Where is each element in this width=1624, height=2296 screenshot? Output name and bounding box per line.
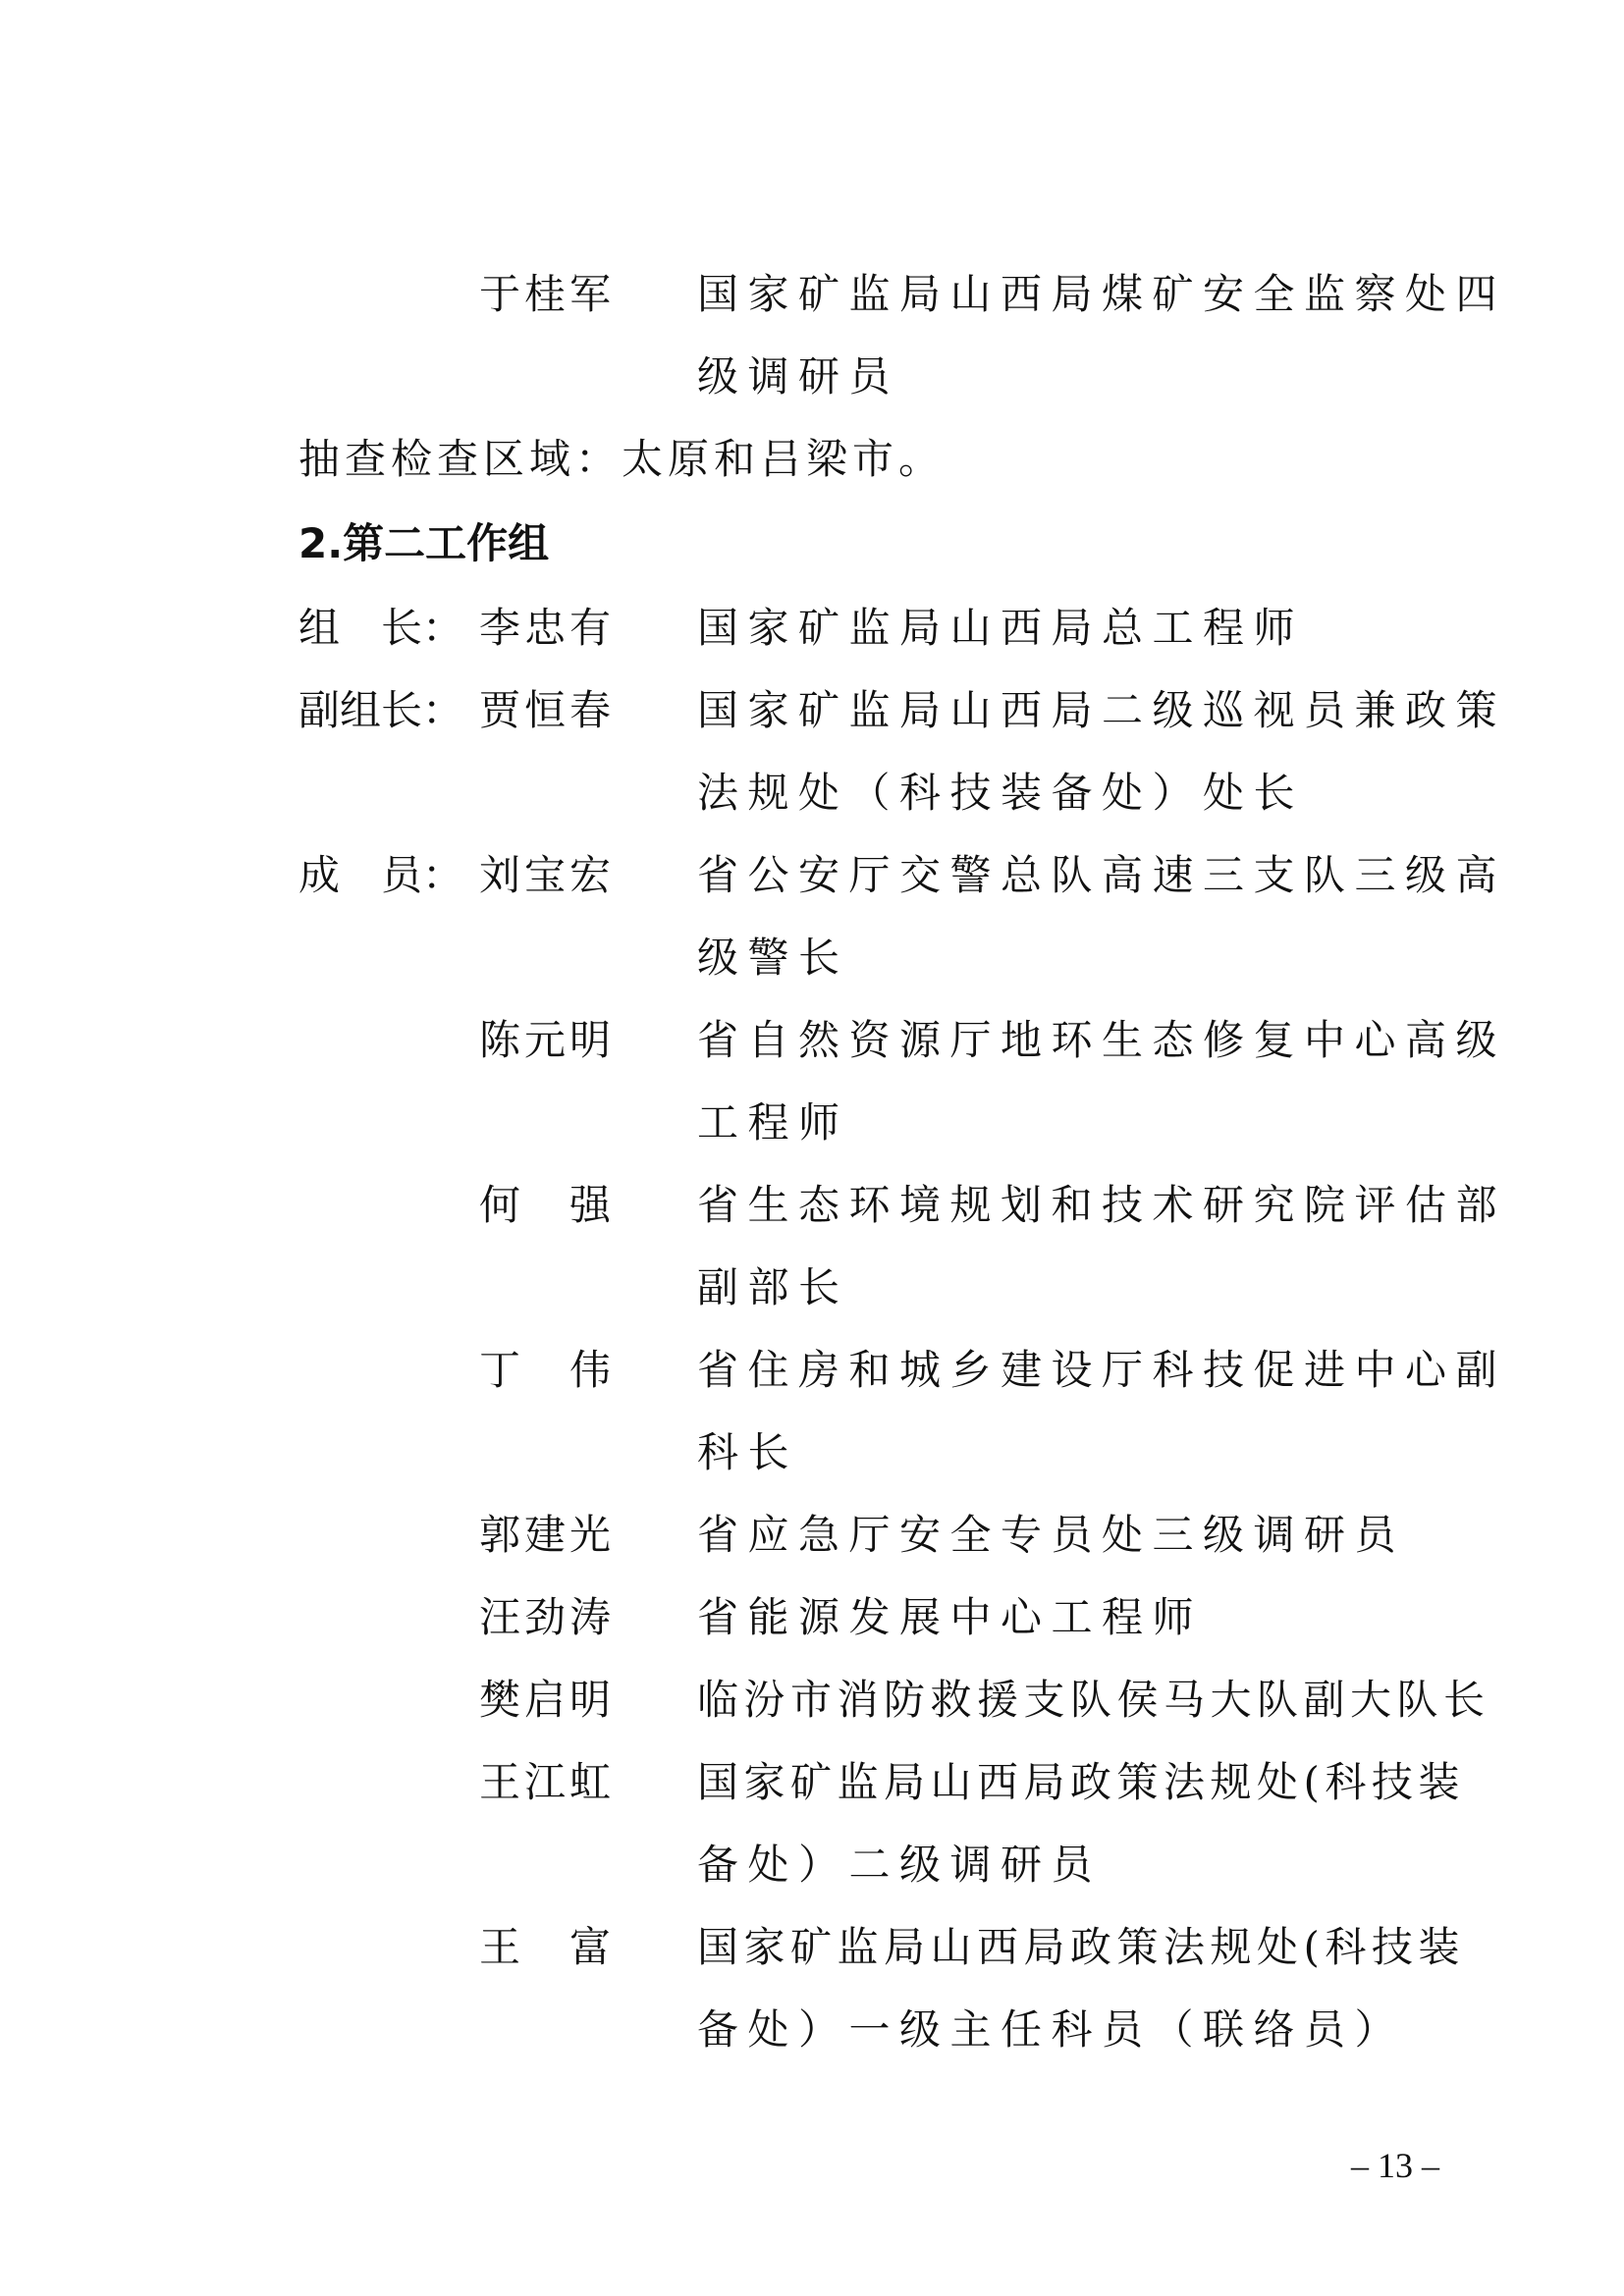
member-unit-line: 国家矿监局山西局二级巡视员兼政策: [697, 686, 1507, 734]
member-name: 刘宝宏: [479, 851, 616, 899]
member-unit-line: 级警长: [697, 934, 849, 982]
member-name: 何 强: [479, 1181, 616, 1229]
member-role: 组 长：: [298, 604, 464, 652]
member-name: 李忠有: [479, 604, 616, 652]
member-unit-line: 国家矿监局山西局政策法规处(科技装: [697, 1758, 1465, 1806]
member-unit-line: 国家矿监局山西局总工程师: [697, 604, 1305, 652]
member-unit-line: 备处）二级调研员: [697, 1841, 1103, 1889]
member-unit-line: 省应急厅安全专员处三级调研员: [697, 1511, 1406, 1559]
member-name: 王 富: [479, 1923, 616, 1971]
member-name: 汪劲涛: [479, 1593, 616, 1641]
member-unit-line: 国家矿监局山西局煤矿安全监察处四: [697, 270, 1507, 318]
member-name: 郭建光: [479, 1511, 616, 1559]
member-unit-line: 省生态环境规划和技术研究院评估部: [697, 1181, 1507, 1229]
member-unit-line: 备处）一级主任科员（联络员）: [697, 2005, 1406, 2054]
member-name: 樊启明: [479, 1676, 616, 1724]
member-unit-line: 级调研员: [697, 352, 900, 400]
member-role: 成 员：: [298, 851, 464, 899]
member-unit-line: 临汾市消防救援支队侯马大队副大队长: [697, 1676, 1490, 1724]
member-name: 于桂军: [479, 270, 616, 318]
section-heading: 2.第二工作组: [298, 519, 550, 567]
member-unit-line: 副部长: [697, 1263, 849, 1311]
member-unit-line: 工程师: [697, 1098, 849, 1147]
member-unit-line: 国家矿监局山西局政策法规处(科技装: [697, 1923, 1465, 1971]
member-name: 陈元明: [479, 1016, 616, 1064]
member-unit-line: 法规处（科技装备处）处长: [697, 769, 1305, 817]
member-unit-line: 省住房和城乡建设厅科技促进中心副: [697, 1346, 1507, 1394]
inspection-area-text: 抽查检查区域：太原和吕梁市。: [298, 435, 946, 483]
member-unit-line: 省能源发展中心工程师: [697, 1593, 1204, 1641]
member-unit-line: 省公安厅交警总队高速三支队三级高: [697, 851, 1507, 899]
member-name: 丁 伟: [479, 1346, 616, 1394]
member-name: 王江虹: [479, 1758, 616, 1806]
page-number: – 13 –: [1351, 2146, 1439, 2185]
member-role: 副组长：: [298, 686, 464, 734]
member-name: 贾恒春: [479, 686, 616, 734]
member-unit-line: 科长: [697, 1428, 799, 1476]
member-unit-line: 省自然资源厅地环生态修复中心高级: [697, 1016, 1507, 1064]
